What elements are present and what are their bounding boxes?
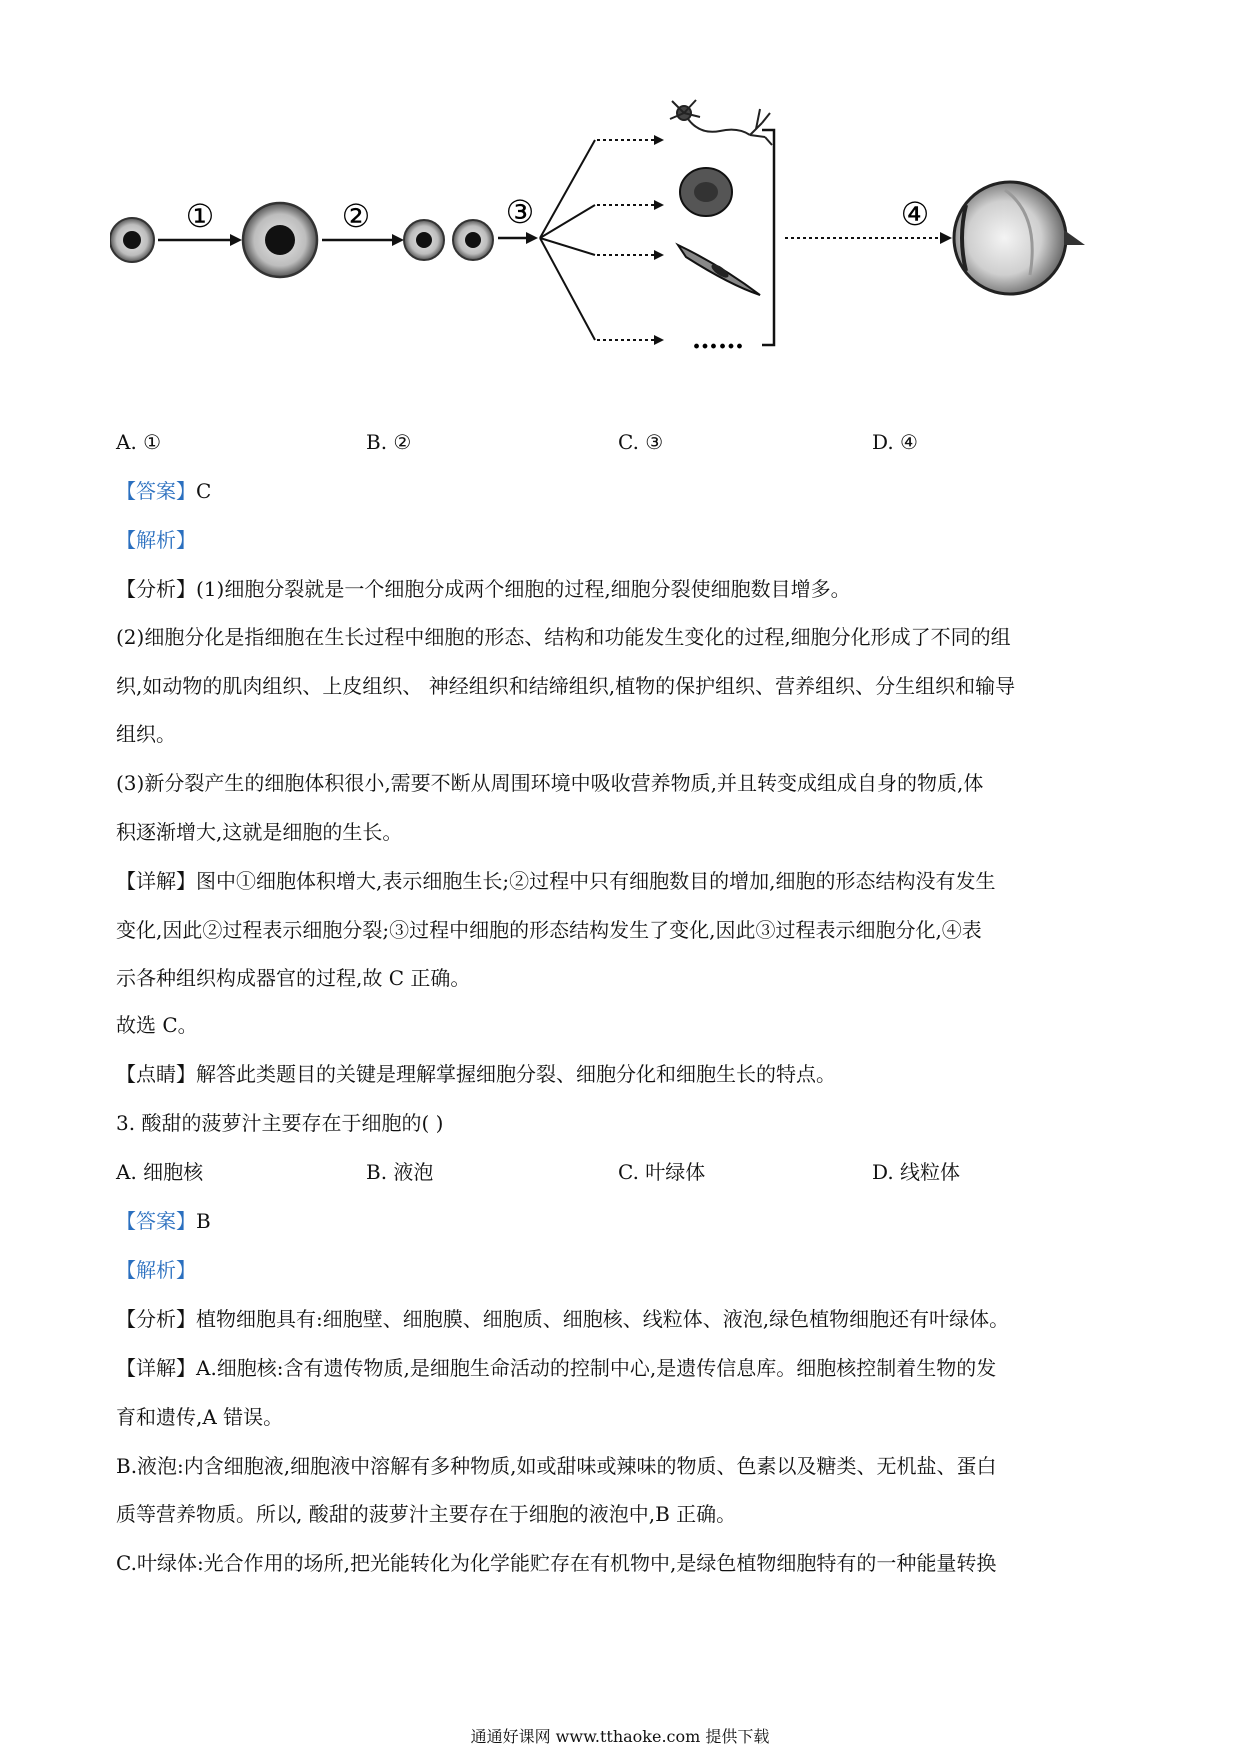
q3-option-a: A. 细胞核 bbox=[116, 1160, 204, 1184]
q3-option-b: B. 液泡 bbox=[366, 1160, 434, 1184]
step-label-1: ① bbox=[185, 197, 215, 235]
q2-analyze-line-6: 积逐渐增大,这就是细胞的生长。 bbox=[116, 820, 403, 844]
q2-detail-line-3: 示各种组织构成器官的过程,故 C 正确。 bbox=[116, 966, 471, 990]
q3-option-c: C. 叶绿体 bbox=[618, 1160, 706, 1184]
q2-analyze-line-1: 【分析】(1)细胞分裂就是一个细胞分成两个细胞的过程,细胞分裂使细胞数目增多。 bbox=[116, 577, 851, 601]
tissue-bracket bbox=[762, 130, 774, 345]
analysis-tag: 【解析】 bbox=[116, 1258, 196, 1282]
q2-answer bbox=[116, 477, 211, 505]
q2-detail-line-1: 【详解】图中①细胞体积增大,表示细胞生长;②过程中只有细胞数目的增加,细胞的形态结构没有发生 bbox=[116, 869, 996, 893]
analyze-tag: 【分析】 bbox=[116, 577, 196, 601]
comment-tag: 【点睛】 bbox=[116, 1062, 196, 1086]
analysis-tag: 【解析】 bbox=[116, 528, 196, 552]
q3-analysis-heading bbox=[116, 1256, 196, 1284]
answer-tag: 【答案】 bbox=[116, 479, 196, 503]
q2-analyze-line-5: (3)新分裂产生的细胞体积很小,需要不断从周围环境中吸收营养物质,并且转变成组成自身的物质,体 bbox=[116, 771, 984, 795]
q2-option-b: B. ② bbox=[366, 430, 412, 454]
q3-analyze: 【分析】植物细胞具有:细胞壁、细胞膜、细胞质、细胞核、线粒体、液泡,绿色植物细胞还有叶绿体。 bbox=[116, 1307, 1010, 1331]
q2-option-c: C. ③ bbox=[618, 430, 664, 454]
daughter-cells bbox=[404, 220, 493, 260]
eye-organ bbox=[954, 182, 1085, 294]
q2-analysis-heading bbox=[116, 526, 196, 554]
q2-analyze-line-4: 组织。 bbox=[116, 722, 176, 746]
small-cell bbox=[110, 218, 154, 262]
q2-option-d: D. ④ bbox=[872, 430, 918, 454]
q2-analyze-line-3: 织,如动物的肌肉组织、上皮组织、 神经组织和结缔组织,植物的保护组织、营养组织、分生组织和输导 bbox=[116, 674, 1016, 698]
q2-analyze-line-2: (2)细胞分化是指细胞在生长过程中细胞的形态、结构和功能发生变化的过程,细胞分化形成了不同的组 bbox=[116, 625, 1011, 649]
cell-process-diagram bbox=[110, 95, 1200, 415]
q2-detail-line-2: 变化,因此②过程表示细胞分裂;③过程中细胞的形态结构发生了变化,因此③过程表示细胞分化,④表 bbox=[116, 918, 982, 942]
q3-detail-line-1: 【详解】A.细胞核:含有遗传物质,是细胞生命活动的控制中心,是遗传信息库。细胞核控制着生物的发 bbox=[116, 1356, 997, 1380]
answer-value: C bbox=[196, 479, 212, 503]
q3-answer bbox=[116, 1207, 211, 1235]
step-label-3: ③ bbox=[505, 193, 535, 231]
q3-detail-line-2: 育和遗传,A 错误。 bbox=[116, 1405, 284, 1429]
differentiation-branches bbox=[540, 140, 655, 340]
q2-comment: 【点睛】解答此类题目的关键是理解掌握细胞分裂、细胞分化和细胞生长的特点。 bbox=[116, 1062, 836, 1086]
more-cells-ellipsis: …… bbox=[692, 325, 744, 355]
analyze-tag: 【分析】 bbox=[116, 1307, 196, 1331]
step-label-2: ② bbox=[341, 197, 371, 235]
q3-option-d: D. 线粒体 bbox=[872, 1160, 961, 1184]
muscle-cell bbox=[678, 245, 760, 295]
q3-stem: 3. 酸甜的菠萝汁主要存在于细胞的( ) bbox=[116, 1111, 444, 1135]
page-footer: 通通好课网 www.tthaoke.com 提供下载 bbox=[470, 1727, 770, 1746]
answer-value: B bbox=[196, 1209, 211, 1233]
q2-option-a: A. ① bbox=[116, 430, 162, 454]
large-cell bbox=[243, 203, 317, 277]
q3-detail-line-5: C.叶绿体:光合作用的场所,把光能转化为化学能贮存在有机物中,是绿色植物细胞特有的一种能量转换 bbox=[116, 1551, 997, 1575]
step-label-4: ④ bbox=[900, 195, 930, 233]
q3-detail-line-4: 质等营养物质。所以, 酸甜的菠萝汁主要存在于细胞的液泡中,B 正确。 bbox=[116, 1502, 737, 1526]
q3-detail-line-3: B.液泡:内含细胞液,细胞液中溶解有多种物质,如或甜味或辣味的物质、色素以及糖类、无机盐、蛋白 bbox=[116, 1454, 997, 1478]
neuron-cell bbox=[670, 100, 772, 145]
q2-detail-line-4: 故选 C。 bbox=[116, 1013, 198, 1037]
detail-tag: 【详解】 bbox=[116, 1356, 196, 1380]
detail-tag: 【详解】 bbox=[116, 869, 196, 893]
answer-tag: 【答案】 bbox=[116, 1209, 196, 1233]
